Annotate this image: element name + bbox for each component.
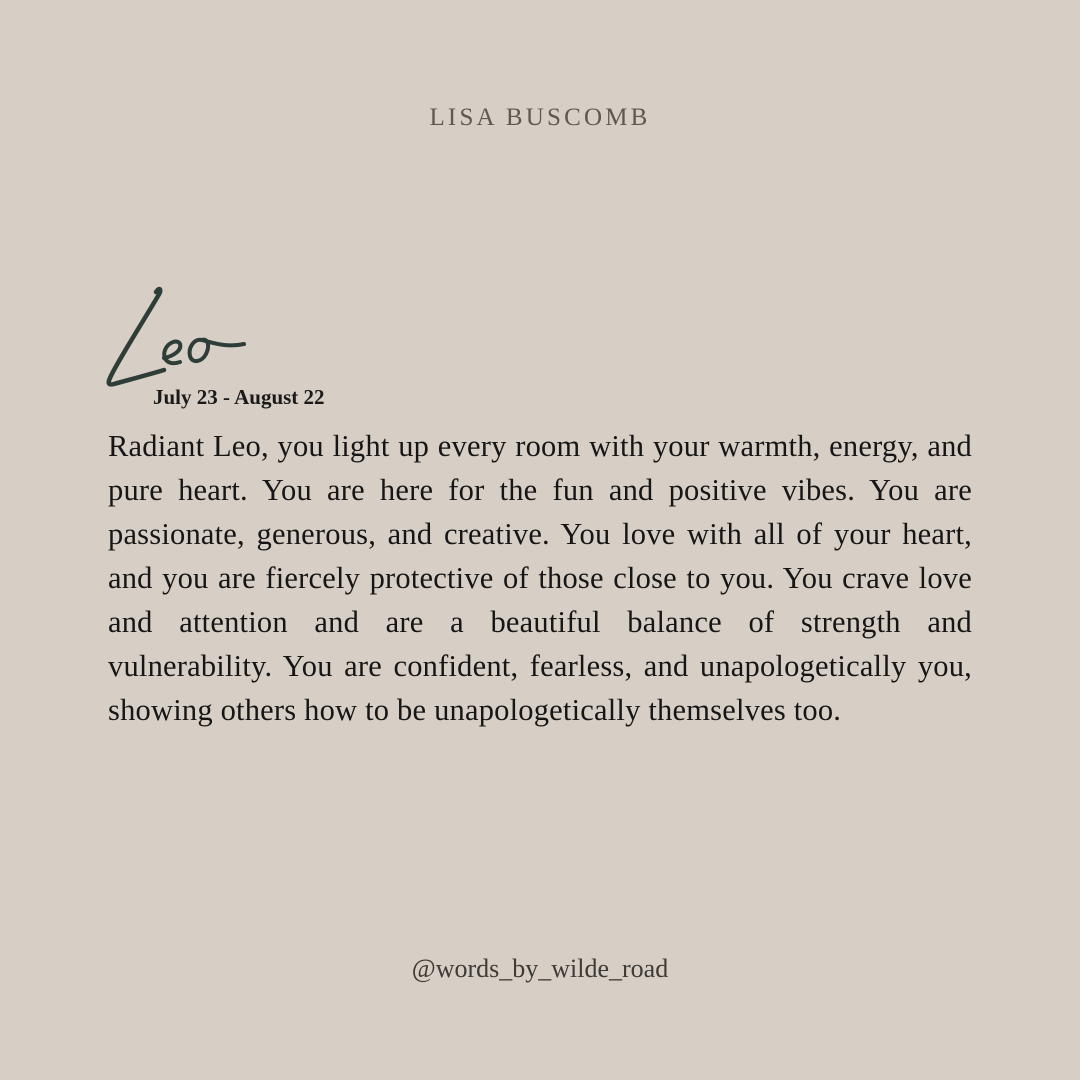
sign-name-text [104, 394, 105, 395]
zodiac-sign-block [104, 282, 404, 412]
author-name: LISA BUSCOMB [429, 104, 651, 131]
sign-name-script [104, 282, 254, 394]
sign-date-range: July 23 - August 22 [153, 385, 325, 409]
social-handle: @words_by_wilde_road [411, 954, 669, 983]
sign-description: Radiant Leo, you light up every room with your warmth, energy, and pure heart. You are here for the fun and positive vibes. You are passionate, generous, and creative. You love with all of your heart, and you are fiercely protective of those close to you. You crave love and attention and are a beautiful balance of strength and vulnerability. You are confident, fearless, and unapologetically you, showing others how to be unapologetically themselves too. [108, 429, 972, 727]
